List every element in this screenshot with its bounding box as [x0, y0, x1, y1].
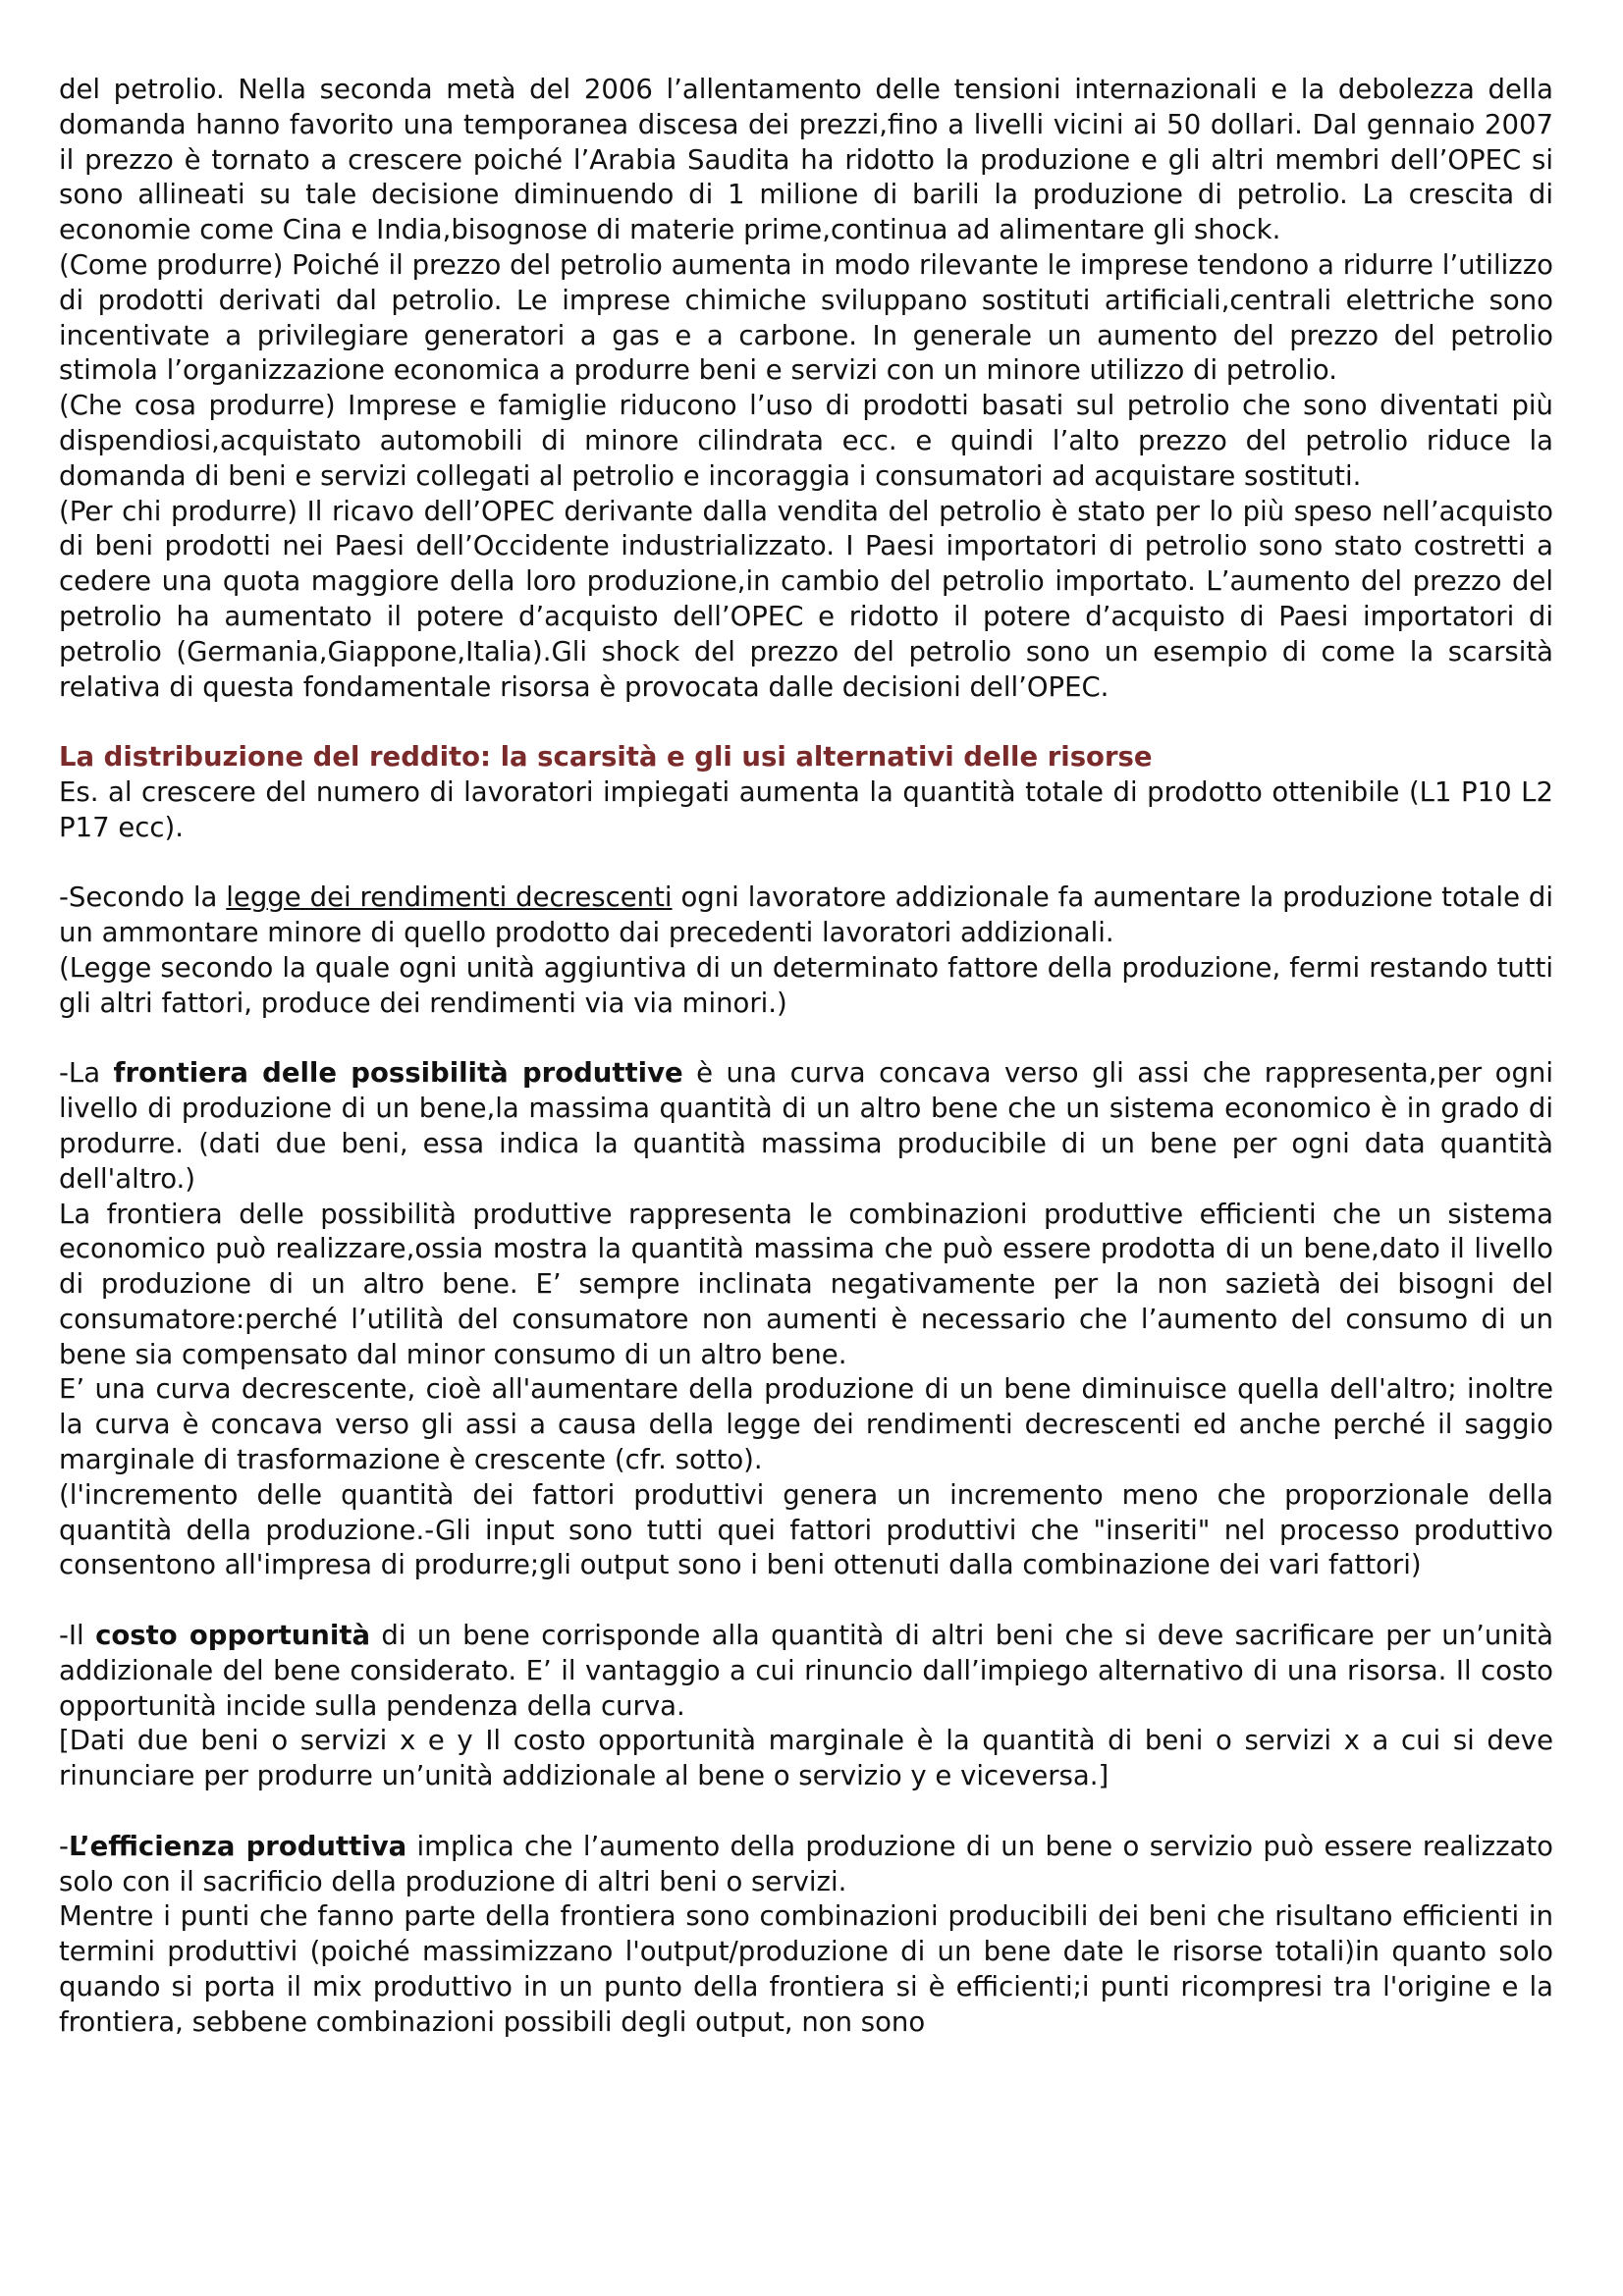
text-run: -Il [59, 1620, 96, 1652]
paragraph-costo-opportunita [59, 1619, 1553, 1724]
paragraph-per-chi-produrre: (Per chi produrre) Il ricavo dell’OPEC derivante dalla vendita del petrolio è stato per lo più speso nell’acquisto di beni prodotti nei Paesi dell’Occidente industrializzato. I Paesi importatori di petrolio sono stato costretti a cedere una quota maggiore della loro produzione,in cambio del petrolio importato. L’aumento del prezzo del petrolio ha aumentato il potere d’acquisto dell’OPEC e ridotto il potere d’acquisto di Paesi importatori di petrolio (Germania,Giappone,Italia).Gli shock del prezzo del petrolio sono un esempio di come la scarsità relativa di questa fondamentale risorsa è provocata dalle decisioni dell’OPEC. [59, 495, 1553, 703]
document-page [59, 73, 1553, 2041]
paragraph-oil-prices: del petrolio. Nella seconda metà del 2006 l’allentamento delle tensioni internazionali e la debolezza della domanda hanno favorito una temporanea discesa dei prezzi,fino a livelli vicini ai 50 dollari. Dal gennaio 2007 il prezzo è tornato a crescere poiché l’Arabia Saudita ha ridotto la produzione e gli altri membri dell’OPEC si sono allineati su tale decisione diminuendo di 1 milione di barili la produzione di petrolio. La crescita di economie come Cina e India,bisognose di materie prime,continua ad alimentare gli shock. [59, 74, 1553, 246]
paragraph-che-cosa-produrre: (Che cosa produrre) Imprese e famiglie riducono l’uso di prodotti basati sul petrolio che sono diventati più dispendiosi,acquistato automobili di minore cilindrata ecc. e quindi l’alto prezzo del petrolio riduce la domanda di beni e servizi collegati al petrolio e incoraggia i consumatori ad acquistare sostituti. [59, 390, 1553, 492]
text-run: - [59, 1830, 69, 1862]
bold-term: costo opportunità [95, 1620, 371, 1652]
paragraph-frontiera [59, 1056, 1553, 1197]
paragraph-efficienza [59, 1830, 1553, 1900]
paragraph-curva-decrescente: E’ una curva decrescente, cioè all'aumentare della produzione di un bene diminuisce quella dell'altro; inoltre la curva è concava verso gli assi a causa della legge dei rendimenti decrescenti ed anche perché il saggio marginale di trasformazione è crescente (cfr. sotto). [59, 1373, 1553, 1476]
text-run: di un bene corrisponde alla quantità di altri beni che si deve sacrificare per un’unità addizionale del bene considerato. E’ il vantaggio a cui rinuncio dall’impiego alternativo di una risorsa. Il costo opportunità incide sulla pendenza della curva. [59, 1620, 1554, 1722]
section-heading: La distribuzione del reddito: la scarsità e gli usi alternativi delle risorse [59, 741, 1153, 774]
spacer [59, 1022, 1553, 1057]
text-run: è una curva concava verso gli assi che rappresenta,per ogni livello di produzione di un bene,la massima quantità di un altro bene che un sistema economico è in grado di produrre. (dati due beni, essa indica la quantità massima producibile di un bene per ogni data quantità dell'altro.) [59, 1057, 1553, 1195]
text-run: -La [59, 1057, 114, 1090]
paragraph-frontiera-explained: La frontiera delle possibilità produttive rappresenta le combinazioni produttive efficienti che un sistema economico può realizzare,ossia mostra la quantità massima che può essere prodotta di un bene,dato il livello di produzione di un altro bene. E’ sempre inclinata negativamente per la non sazietà dei bisogni del consumatore:perché l’utilità del consumatore non aumenti è necessario che l’aumento del consumo di un bene sia compensato dal minor consumo di un altro bene. [59, 1198, 1553, 1370]
paragraph-input-output: (l'incremento delle quantità dei fattori produttivi genera un incremento meno che proporzionale della quantità della produzione.-Gli input sono tutti quei fattori produttivi che "inseriti" nel processo produttivo consentono all'impresa di produrre;gli output sono i beni ottenuti dalla combinazione dei vari fattori) [59, 1478, 1553, 1581]
bold-term: L’efficienza produttiva [68, 1830, 407, 1862]
paragraph-example: Es. al crescere del numero di lavoratori impiegati aumenta la quantità totale di prodotto ottenibile (L1 P10 L2 P17 ecc). [59, 775, 1553, 843]
paragraph-rendimenti [59, 881, 1553, 951]
paragraph-come-produrre: (Come produrre) Poiché il prezzo del petrolio aumenta in modo rilevante le imprese tendono a ridurre l’utilizzo di prodotti derivati dal petrolio. Le imprese chimiche sviluppano sostituti artificiali,centrali elettriche sono incentivate a privilegiare generatori a gas e a carbone. In generale un aumento del prezzo del petrolio stimola l’organizzazione economica a produrre beni e servizi con un minore utilizzo di petrolio. [59, 248, 1553, 387]
bold-term: frontiera delle possibilità produttive [113, 1057, 683, 1090]
spacer [59, 1794, 1553, 1830]
spacer [59, 1583, 1553, 1619]
paragraph-legge-definition: (Legge secondo la quale ogni unità aggiuntiva di un determinato fattore della produzione, fermi restando tutti gli altri fattori, produce dei rendimenti via via minori.) [59, 951, 1553, 1019]
spacer [59, 846, 1553, 881]
text-run: ogni lavoratore addizionale fa aumentare la produzione totale di un ammontare minore di quello prodotto dai precedenti lavoratori addizionali. [59, 881, 1554, 949]
spacer [59, 705, 1553, 740]
text-run: -Secondo la [59, 881, 227, 914]
paragraph-punti-frontiera: Mentre i punti che fanno parte della frontiera sono combinazioni producibili dei beni che risultano efficienti in termini produttivi (poiché massimizzano l'output/produzione di un bene date le risorse totali)in quanto solo quando si porta il mix produttivo in un punto della frontiera si è efficienti;i punti ricompresi tra l'origine e la frontiera, sebbene combinazioni possibili degli output, non sono [59, 1900, 1553, 2038]
paragraph-costo-marginale: [Dati due beni o servizi x e y Il costo opportunità marginale è la quantità di beni o servizi x a cui si deve rinunciare per produrre un’unità addizionale al bene o servizio y e viceversa.] [59, 1725, 1553, 1792]
text-run: implica che l’aumento della produzione di un bene o servizio può essere realizzato solo con il sacrificio della produzione di altri beni o servizi. [59, 1830, 1553, 1897]
underlined-term: legge dei rendimenti decrescenti [226, 881, 673, 914]
